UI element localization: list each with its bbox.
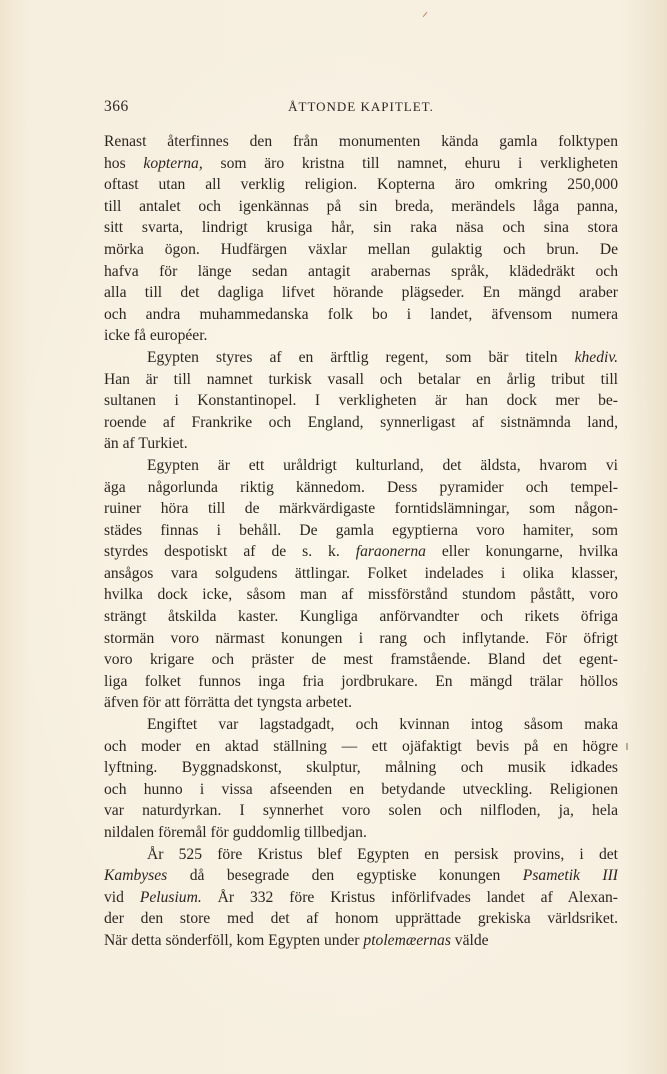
text-line: hos kopterna, som äro kristna till namnet, ehuru i verkligheten: [104, 154, 618, 172]
text-line: vid Pelusium. År 332 före Kristus införlifvades landet af Alexan-: [104, 888, 618, 906]
text-line: och andra muhammedanska folk bo i landet, äfvensom numera: [104, 305, 618, 323]
text-line: till antalet och igenkännas på sin breda, merändels låga panna,: [104, 197, 618, 215]
text-line: hvilka dock icke, såsom man af missförstånd stundom påstått, voro: [104, 586, 618, 604]
text-line: styrdes despotiskt af de s. k. faraonerna eller konungarne, hvilka: [104, 543, 618, 561]
running-title: ÅTTONDE KAPITLET.: [288, 99, 434, 114]
text-line: Han är till namnet turkisk vasall och betalar en årlig tribut till: [104, 370, 618, 388]
text-line: sultanen i Konstantinopel. I verkligheten är han dock mer be-: [104, 392, 618, 410]
text-line: strängt åtskilda kaster. Kungliga anförvandter och rikets öfriga: [104, 608, 618, 626]
text-line: sitt svarta, lindrigt krusiga hår, sin raka näsa och sina stora: [104, 219, 618, 237]
text-line: och moder en aktad ställning — ett ojäfaktigt bevis på en högre: [104, 737, 618, 755]
text-line: Kambyses då besegrade den egyptiske konungen Psametik III: [104, 867, 618, 885]
text-line: Egypten styres af en ärftlig regent, som bär titeln khediv.: [147, 348, 618, 366]
text-line: ruiner höra till de märkvärdigaste forntidslämningar, som någon-: [104, 500, 618, 518]
text-line: mörka ögon. Hudfärgen växlar mellan gulaktig och brun. De: [104, 240, 618, 258]
text-line: roende af Frankrike och England, synnerligast af sistnämnda land,: [104, 413, 618, 431]
text-line: År 525 före Kristus blef Egypten en persisk provins, i det: [147, 845, 618, 863]
text-line: alla till det dagliga lifvet hörande plägseder. En mängd araber: [104, 284, 618, 302]
text-line: icke få européer.: [104, 327, 208, 345]
text-line: När detta sönderföll, kom Egypten under ptolemæernas välde: [104, 931, 489, 949]
pencil-mark: [423, 12, 428, 17]
margin-mark: [626, 743, 628, 750]
text-line: Engiftet var lagstadgadt, och kvinnan intog såsom maka: [147, 716, 618, 734]
text-line: Renast återfinnes den från monumenten kända gamla folktypen: [104, 133, 618, 150]
body-text: [104, 131, 618, 952]
text-line: Egypten är ett uråldrigt kulturland, det äldsta, hvarom vi: [147, 456, 618, 474]
text-line: nildalen föremål för guddomlig tillbedjan.: [104, 824, 367, 841]
text-line: äga någorlunda riktig kännedom. Dess pyramider och tempel-: [104, 478, 618, 496]
text-line: var naturdyrkan. I synnerhet voro solen och nilfloden, ja, hela: [104, 802, 618, 820]
text-line: ansågos vara solgudens ättlingar. Folket indelades i olika klasser,: [104, 564, 618, 582]
text-line: äfven för att förrätta det tyngsta arbetet.: [104, 694, 353, 712]
text-line: lyftning. Byggnadskonst, skulptur, målning och musik idkades: [104, 759, 618, 777]
text-line: oftast utan all verklig religion. Kopterna äro omkring 250,000: [104, 176, 618, 194]
text-line: städes finnas i behåll. De gamla egyptierna voro hamiter, som: [104, 521, 618, 539]
text-line: liga folket funnos inga fria jordbrukare. En mängd trälar höllos: [104, 672, 618, 690]
text-line: voro krigare och präster de mest framstående. Bland det egent-: [104, 651, 618, 669]
page-number: 366: [104, 98, 129, 115]
text-line: och hunno i vissa afseenden en betydande utveckling. Religionen: [104, 780, 618, 798]
page-header: [104, 98, 618, 120]
text-line: än af Turkiet.: [104, 435, 188, 453]
text-line: der den store med det af honom upprättade grekiska världsriket.: [104, 910, 618, 928]
text-line: hafva för länge sedan antagit arabernas språk, klädedräkt och: [104, 262, 618, 280]
text-line: stormän voro närmast konungen i rang och inflytande. För öfrigt: [104, 629, 618, 647]
